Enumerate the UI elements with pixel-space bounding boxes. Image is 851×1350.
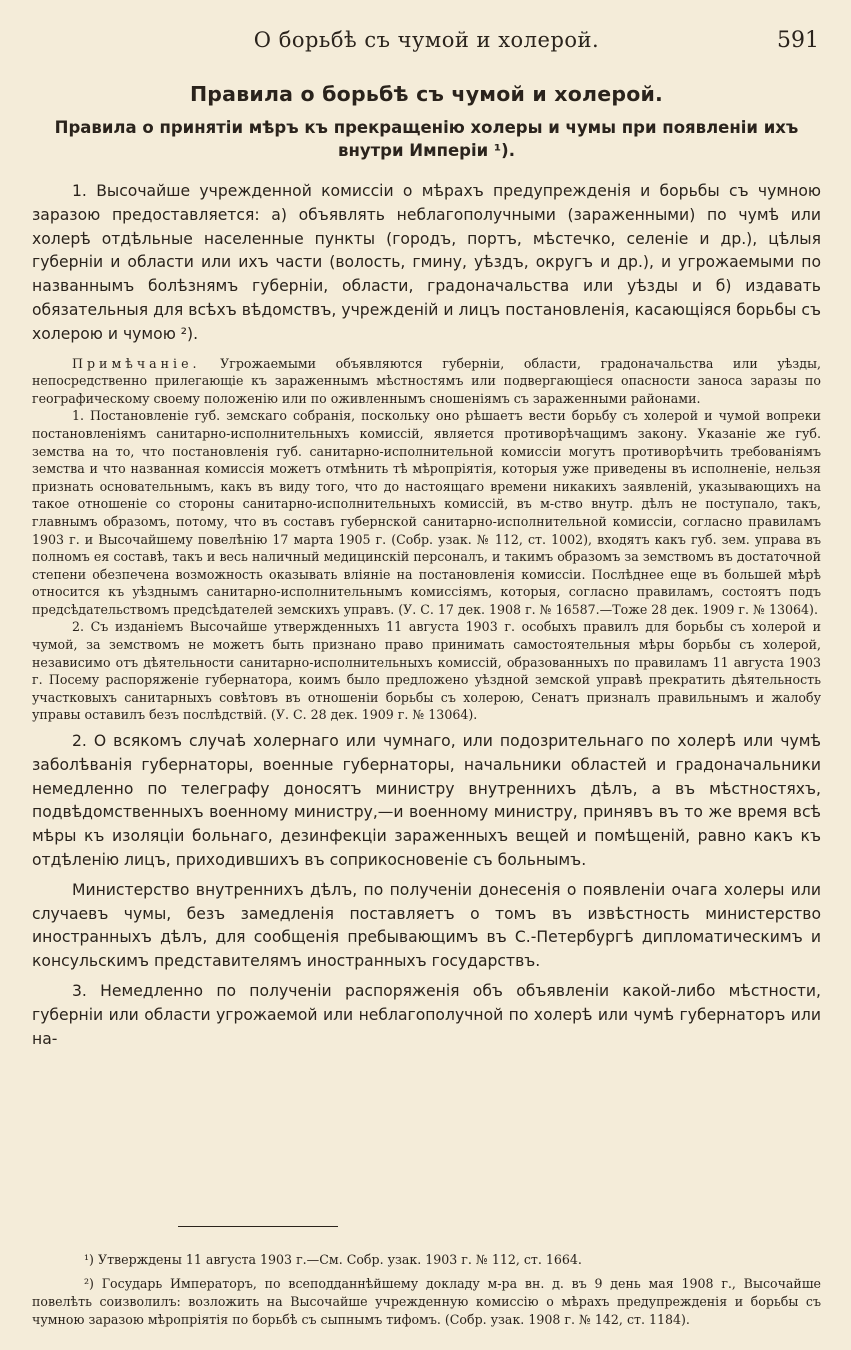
footnotes <box>32 1251 821 1335</box>
senate-ruling-2: 2. Съ изданіемъ Высочайше утвержденныхъ 11 августа 1903 г. особыхъ правилъ для борьбы съ холерой и чумой, за земствомъ не можетъ быть признано право принимать самостоятельныя мѣры борьбы съ холерой, независимо отъ дѣятельности санитарно-исполнительныхъ комиссій, образованныхъ по правиламъ 11 августа 1903 г. Посему распоряженіе губернатора, коимъ было предложено уѣздной земской управѣ прекратить дѣятельность участковыхъ санитарныхъ совѣтовъ въ отношеніи борьбы съ холерою, Сенатъ призналъ правильнымъ и жалобу управы оставилъ безъ послѣдствій. (У. С. 28 дек. 1909 г. № 13064). <box>32 619 821 723</box>
footnote-1: ¹) Утверждены 11 августа 1903 г.—См. Собр. узак. 1903 г. № 112, ст. 1664. <box>84 1252 582 1267</box>
page-body <box>32 28 821 1051</box>
section-subtitle: Правила о принятіи мѣръ къ прекращенію холеры и чумы при появленіи ихъ внутри Имперіи ¹). <box>54 118 799 160</box>
footnote-2: ²) Государь Императоръ, по всеподданнѣйшему докладу м-ра вн. д. въ 9 день мая 1908 г., Высочайше повелѣть соизволилъ: возложить на Высочайше учрежденную комиссію о мѣрахъ предупрежденія и борьбы съ чумною заразою мѣропріятія по борьбѣ съ сыпнымъ тифомъ. (Собр. узак. 1908 г. № 142, ст. 1184). <box>32 1276 821 1327</box>
article-1: 1. Высочайше учрежденной комиссіи о мѣрахъ предупрежденія и борьбы съ чумною заразою предоставляется: а) объявлять неблагополучными (зараженными) по чумѣ или холерѣ отдѣльные населенные пункты (городъ, портъ, мѣстечко, селеніе и др.), цѣлыя губерніи и области или ихъ части (волость, гмину, уѣздъ, округъ и др.), и угрожаемыми по названнымъ болѣзнямъ губерніи, области, градоначальства или уѣзды и б) издавать обязательныя для всѣхъ вѣдомствъ, учрежденій и лицъ постановленія, касающіяся борьбы съ холерою и чумою ²). <box>32 182 821 343</box>
senate-ruling-1: 1. Постановленіе губ. земскаго собранія, поскольку оно рѣшаетъ вести борьбу съ холерой и чумой вопреки постановленіямъ санитарно-исполнительныхъ комиссій, является противорѣчащимъ закону. Указаніе же губ. земства на то, что постановленія губ. санитарно-исполнительной комиссіи могутъ противорѣчить требованіямъ земства и что названная комиссія можетъ отмѣнить тѣ мѣропріятія, которыя уже приведены въ исполненіе, нельзя признать основательнымъ, какъ въ виду того, что до настоящаго времени никакихъ заявленій, указывающихъ на такое отношеніе со стороны санитарно-исполнительныхъ комиссій, въ м-ство внутр. дѣлъ не поступало, такъ, главнымъ образомъ, потому, что въ составъ губернской санитарно-исполнительной комиссіи, согласно правиламъ 1903 г. и Высочайшему повелѣнію 17 марта 1905 г. (Собр. узак. № 112, ст. 1002), входятъ какъ губ. зем. управа въ полномъ ея составѣ, такъ и весь наличный медицинскій персоналъ, и такимъ образомъ за земствомъ въ достаточной степени обезпечена возможность оказывать вліяніе на постановленія комиссіи. Послѣднее еще въ большей мѣрѣ относится къ уѣзднымъ санитарно-исполнительнымъ комиссіямъ, которыя, согласно правиламъ, состоятъ подъ предсѣдательствомъ предсѣдателей земскихъ управъ. (У. С. 17 дек. 1908 г. № 16587.—Тоже 28 дек. 1909 г. № 13064). <box>32 408 821 617</box>
section-title: Правила о борьбѣ съ чумой и холерой. <box>189 82 664 106</box>
footnote-divider <box>178 1226 338 1227</box>
article-2: 2. О всякомъ случаѣ холернаго или чумнаго, или подозрительнаго по холерѣ или чумѣ заболѣванія губернаторы, военные губернаторы, начальники областей и градоначальники немедленно по телеграфу доносятъ министру внутреннихъ дѣлъ, а въ мѣстностяхъ, подвѣдомственныхъ военному министру,—и военному министру, принявъ въ то же время всѣ мѣры къ изоляціи больнаго, дезинфекціи зараженныхъ вещей и помѣщеній, равно какъ къ отдѣленію лицъ, приходившихъ въ соприкосновеніе съ больнымъ. <box>32 732 821 870</box>
page-header <box>32 28 821 68</box>
note-label: Примѣчаніе. <box>72 355 201 371</box>
note-paragraph <box>32 355 821 408</box>
note-text: Угрожаемыми объявляются губерніи, области, градоначальства или уѣзды, непосредственно прилегающіе къ зараженнымъ мѣстностямъ или подвергающіеся опасности заноса заразы по географическому своему положенію или по оживленнымъ сношеніямъ съ зараженными районами. <box>32 355 821 406</box>
article-3: 3. Немедленно по полученіи распоряженія объ объявленіи какой-либо мѣстности, губерніи или области угрожаемой или неблагополучной по холерѣ или чумѣ губернаторъ или на- <box>32 982 821 1048</box>
page-number: 591 <box>777 28 819 53</box>
running-title: О борьбѣ съ чумой и холерой. <box>253 28 600 52</box>
article-2-continuation: Министерство внутреннихъ дѣлъ, по полученіи донесенія о появленіи очага холеры или случаевъ чумы, безъ замедленія поставляетъ о томъ въ извѣстность министерство иностранныхъ дѣлъ, для сообщенія пребывающимъ въ С.-Петербургѣ дипломатическимъ и консульскимъ представителямъ иностранныхъ государствъ. <box>32 880 821 971</box>
